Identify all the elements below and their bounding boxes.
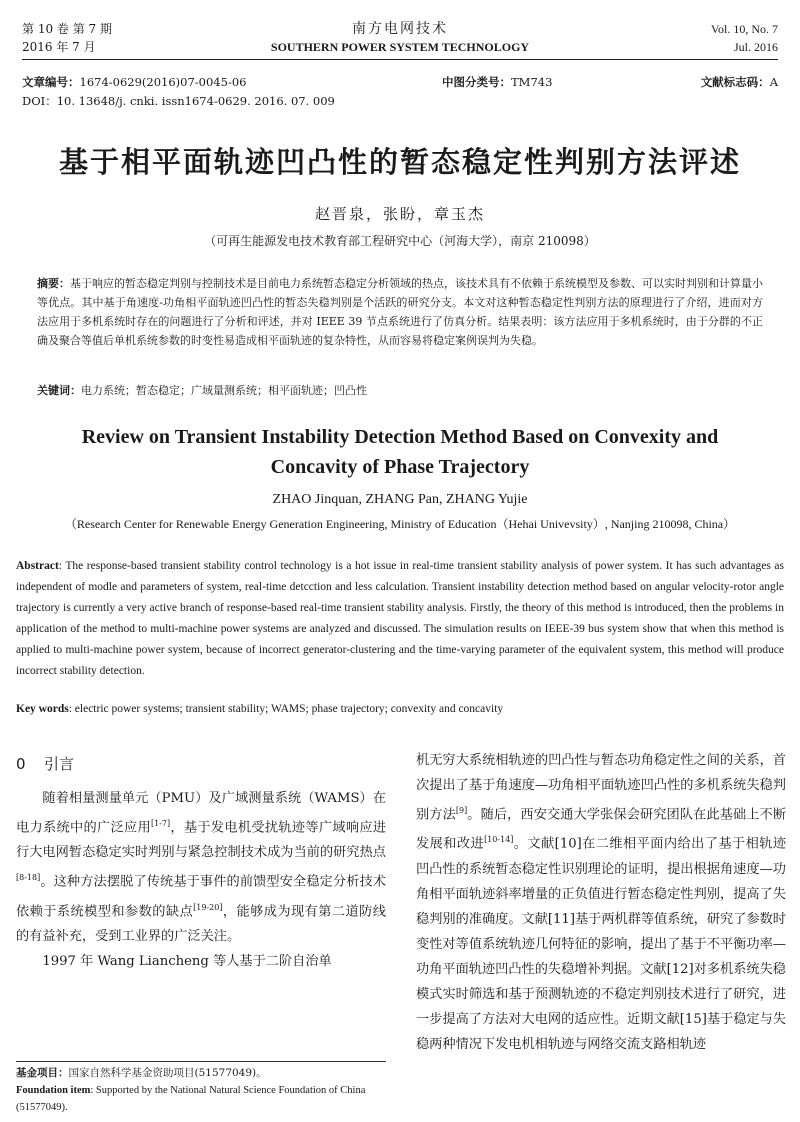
keywords-cn <box>37 381 763 400</box>
body-column-right <box>416 748 786 1057</box>
citation: [9] <box>455 806 468 815</box>
abstract-cn-label: 摘要： <box>37 277 70 290</box>
citation: [10-14] <box>484 835 514 845</box>
body-column-left <box>16 752 386 974</box>
footnote <box>16 1061 386 1116</box>
paragraph: 机无穷大系统相轨迹的凹凸性与暂态功角稳定性之间的关系，首次提出了基于角速度—功角相平面轨迹凹凸性的多机系统失稳判别方法[9]。随后，西安交通大学张保会研究团队在此基础上不断发展和改进[10-14]。文献[10]在二维相平面内给出了基于相轨迹凹凸性的系统暂态稳定性识别理论的证明，提出根据角速度—功角相平面轨迹斜率增量的正负值进行暂态稳定性判别，提高了失稳判别的准确度。文献[11]基于两机群等值系统，研究了参数时变性对等值系统轨迹几何特征的影响，提出了基于不平衡功率—功角平面轨迹凹凸性的失稳增补判据。文献[12]对多机系统失稳模式实时筛选和基于预测轨迹的不稳定判别技术进行了研究，进一步提高了方法对大电网的适应性。近期文献[15]基于稳定与失稳两种情况下发电机相轨迹与网络交流支路相轨迹 <box>416 753 787 1052</box>
citation: [1-7] <box>150 819 171 828</box>
date-en: Jul. 2016 <box>733 40 778 54</box>
affiliation-en: （Research Center for Renewable Energy Generation Engineering, Ministry of Education（Hehai Univevsity）, Nanjing 210098, China） <box>64 517 736 531</box>
paragraph: 1997 年 Wang Liancheng 等人基于二阶自治单 <box>42 954 332 970</box>
journal-name-en: SOUTHERN POWER SYSTEM TECHNOLOGY <box>270 40 530 54</box>
authors-cn: 赵晋泉，张盼，章玉杰 <box>314 205 485 223</box>
authors-en: ZHAO Jinquan, ZHANG Pan, ZHANG Yujie <box>272 492 528 507</box>
keywords-en <box>16 699 784 720</box>
doi: DOI：10. 13648/j. cnki. issn1674-0629. 2016. 07. 009 <box>22 94 335 108</box>
abstract-en-text: : The response-based transient stability control technology is a hot issue in real-time transient stability analysis of power system. It has such advantages as independent of modle and parameters of system, real-time detcction and less calculation. Transient instability detection method based on angular velocity-rotor angle trajectory is currently a very active branch of response-based real-time transient stability analysis. Firstly, the theory of this method is introduced, then the problems in application of the method to multi-machine power systems are analyzed and discussed. The simulation results on IEEE-39 bus system show that when this method is applied to multi-machine power system, because of incorrect generator-clustering and the time-varying parameter of the equivalent system, this method will produce incorrect stability detection. <box>16 560 784 677</box>
article-number: 文章编号：1674-0629(2016)07-0045-06 <box>22 75 247 89</box>
abstract-cn-text: 基于响应的暂态稳定判别与控制技术是目前电力系统暂态稳定分析领域的热点，该技术具有不依赖于系统模型及参数、可以实时判别和计算量小等优点。其中基于角速度-功角相平面轨迹凹凸性的暂态失稳判别是个活跃的研究分支。本文对这种暂态稳定性判别方法的原理进行了介绍，进而对方法应用于多机系统时存在的问题进行了分析和评述，并对 IEEE 39 节点系统进行了仿真分析。结果表明：该方法应用于多机系统时，由于分群的不正确及聚合等值后单机系统参数的时变性易造成相平面轨迹的复杂特性，从而容易将稳定案例误判为失稳。 <box>37 277 763 347</box>
title-cn: 基于相平面轨迹凹凸性的暂态稳定性判别方法评述 <box>58 145 741 179</box>
section-title: 引言 <box>44 755 75 773</box>
article-meta <box>22 73 778 111</box>
volume-issue-en: Vol. 10, No. 7 <box>710 22 778 36</box>
journal-header <box>22 18 778 60</box>
abstract-cn <box>37 274 763 350</box>
journal-name-cn: 南方电网技术 <box>352 21 448 37</box>
citation: [8-18] <box>16 873 41 883</box>
citation: [19-20] <box>193 902 223 912</box>
title-en: Review on Transient Instability Detection Method Based on Convexity and Concavity of Phase Trajectory <box>81 426 719 478</box>
keywords-en-text: : electric power systems; transient stability; WAMS; phase trajectory; convexity and concavity <box>68 703 504 715</box>
affiliation-cn: （可再生能源发电技术教育部工程研究中心（河海大学），南京 210098） <box>204 234 596 248</box>
date-cn: 2016 年 7 月 <box>22 40 96 54</box>
keywords-cn-text: 电力系统；暂态稳定；广域量测系统；相平面轨迹；凹凸性 <box>81 384 367 397</box>
keywords-cn-label: 关键词： <box>37 384 81 397</box>
keywords-en-label: Key words <box>16 703 69 715</box>
paragraph: 随着相量测量单元（PMU）及广域测量系统（WAMS）在电力系统中的广泛应用[1-7]，基于发电机受扰轨迹等广域响应进行大电网暂态稳定实时判别与紧急控制技术成为当前的研究热点[8-18]。这种方法摆脱了传统基于事件的前馈型安全稳定分析技术依赖于系统模型和参数的缺点[19-20]，能够成为现有第二道防线的有益补充，受到工业界的广泛关注。 <box>16 791 386 945</box>
section-heading <box>16 752 386 776</box>
volume-issue-cn: 第 10 卷 第 7 期 <box>22 22 112 36</box>
document-code: 文献标志码：A <box>700 75 778 89</box>
foundation-en: Foundation item: Supported by the National Natural Science Foundation of China (51577049). <box>16 1085 366 1113</box>
header-right <box>711 20 778 56</box>
header-center <box>22 20 778 56</box>
section-number: 0 <box>16 755 26 773</box>
clc-number: 中图分类号：TM743 <box>442 75 553 89</box>
foundation-cn: 基金项目：国家自然科学基金资助项目(51577049)。 <box>16 1067 267 1079</box>
abstract-en <box>16 556 784 682</box>
abstract-en-label: Abstract <box>16 560 59 572</box>
